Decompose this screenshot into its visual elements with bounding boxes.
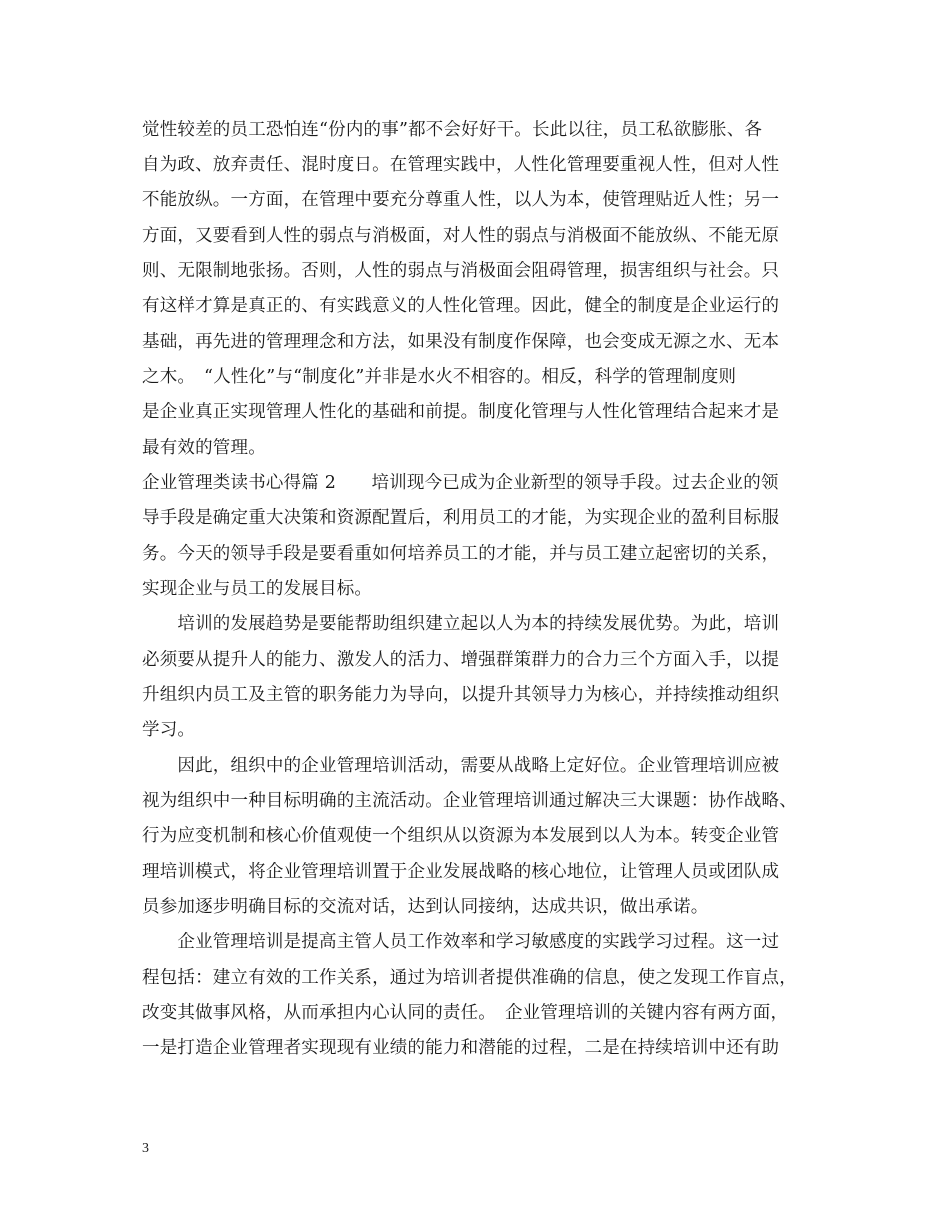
text-line: 有这样才算是真正的、有实践意义的人性化管理。因此，健全的制度是企业运行的 — [142, 296, 780, 316]
text-line: 自为政、放弃责任、混时度日。在管理实践中，人性化管理要重视人性，但对人性 — [142, 155, 780, 175]
text-line: 必须要从提升人的能力、激发人的活力、增强群策群力的合力三个方面入手，以提 — [142, 650, 780, 670]
text-line: 实现企业与员工的发展目标。 — [142, 579, 373, 599]
text-line: 改变其做事风格，从而承担内心认同的责任。 企业管理培训的关键内容有两方面， — [142, 1003, 789, 1023]
text-line: 之木。 “人性化”与“制度化”并非是水火不相容的。相反，科学的管理制度则 — [142, 367, 737, 387]
text-line: 方面，又要看到人性的弱点与消极面，对人性的弱点与消极面不能放纵、不能无原 — [142, 226, 780, 246]
text-line: 程包括：建立有效的工作关系，通过为培训者提供准确的信息，使之发现工作盲点， — [142, 968, 797, 988]
text-line: 基础，再先进的管理理念和方法，如果没有制度作保障，也会变成无源之水、无本 — [142, 332, 780, 352]
text-line: 视为组织中一种目标明确的主流活动。企业管理培训通过解决三大课题：协作战略、 — [142, 791, 797, 811]
text-line: 行为应变机制和核心价值观使一个组织从以资源为本发展到以人为本。转变企业管 — [142, 826, 780, 846]
text-line: 一是打造企业管理者实现现有业绩的能力和潜能的过程，二是在持续培训中还有助 — [142, 1038, 780, 1058]
text-line: 不能放纵。一方面，在管理中要充分尊重人性，以人为本，使管理贴近人性；另一 — [142, 190, 780, 210]
text-line: 升组织内员工及主管的职务能力为导向，以提升其领导力为核心，并持续推动组织 — [142, 685, 780, 705]
text-line: 务。今天的领导手段是要看重如何培养员工的才能，并与员工建立起密切的关系， — [142, 544, 780, 564]
text-line: 学习。 — [142, 720, 196, 740]
text-line: 是企业真正实现管理人性化的基础和前提。制度化管理与人性化管理结合起来才是 — [142, 402, 780, 422]
text-line: 员参加逐步明确目标的交流对话，达到认同接纳，达成共识，做出承诺。 — [142, 897, 709, 917]
text-line: 导手段是确定重大决策和资源配置后，利用员工的才能，为实现企业的盈利目标服 — [142, 508, 780, 528]
page-number: 3 — [142, 1141, 149, 1156]
text-line: 觉性较差的员工恐怕连“份内的事”都不会好好干。长此以往，员工私欲膨胀、各 — [142, 120, 763, 140]
text-line: 则、无限制地张扬。否则，人性的弱点与消极面会阻碍管理，损害组织与社会。只 — [142, 261, 780, 281]
text-line: 最有效的管理。 — [142, 438, 266, 458]
text-line: 企业管理培训是提高主管人员工作效率和学习敏感度的实践学习过程。这一过 — [142, 932, 780, 952]
text-line: 理培训模式，将企业管理培训置于企业发展战略的核心地位，让管理人员或团队成 — [142, 862, 780, 882]
text-line: 因此，组织中的企业管理培训活动，需要从战略上定好位。企业管理培训应被 — [142, 756, 780, 776]
text-line: 培训的发展趋势是要能帮助组织建立起以人为本的持续发展优势。为此，培训 — [142, 614, 780, 634]
section-heading-line: 企业管理类读书心得篇 2 培训现今已成为企业新型的领导手段。过去企业的领 — [142, 473, 779, 493]
